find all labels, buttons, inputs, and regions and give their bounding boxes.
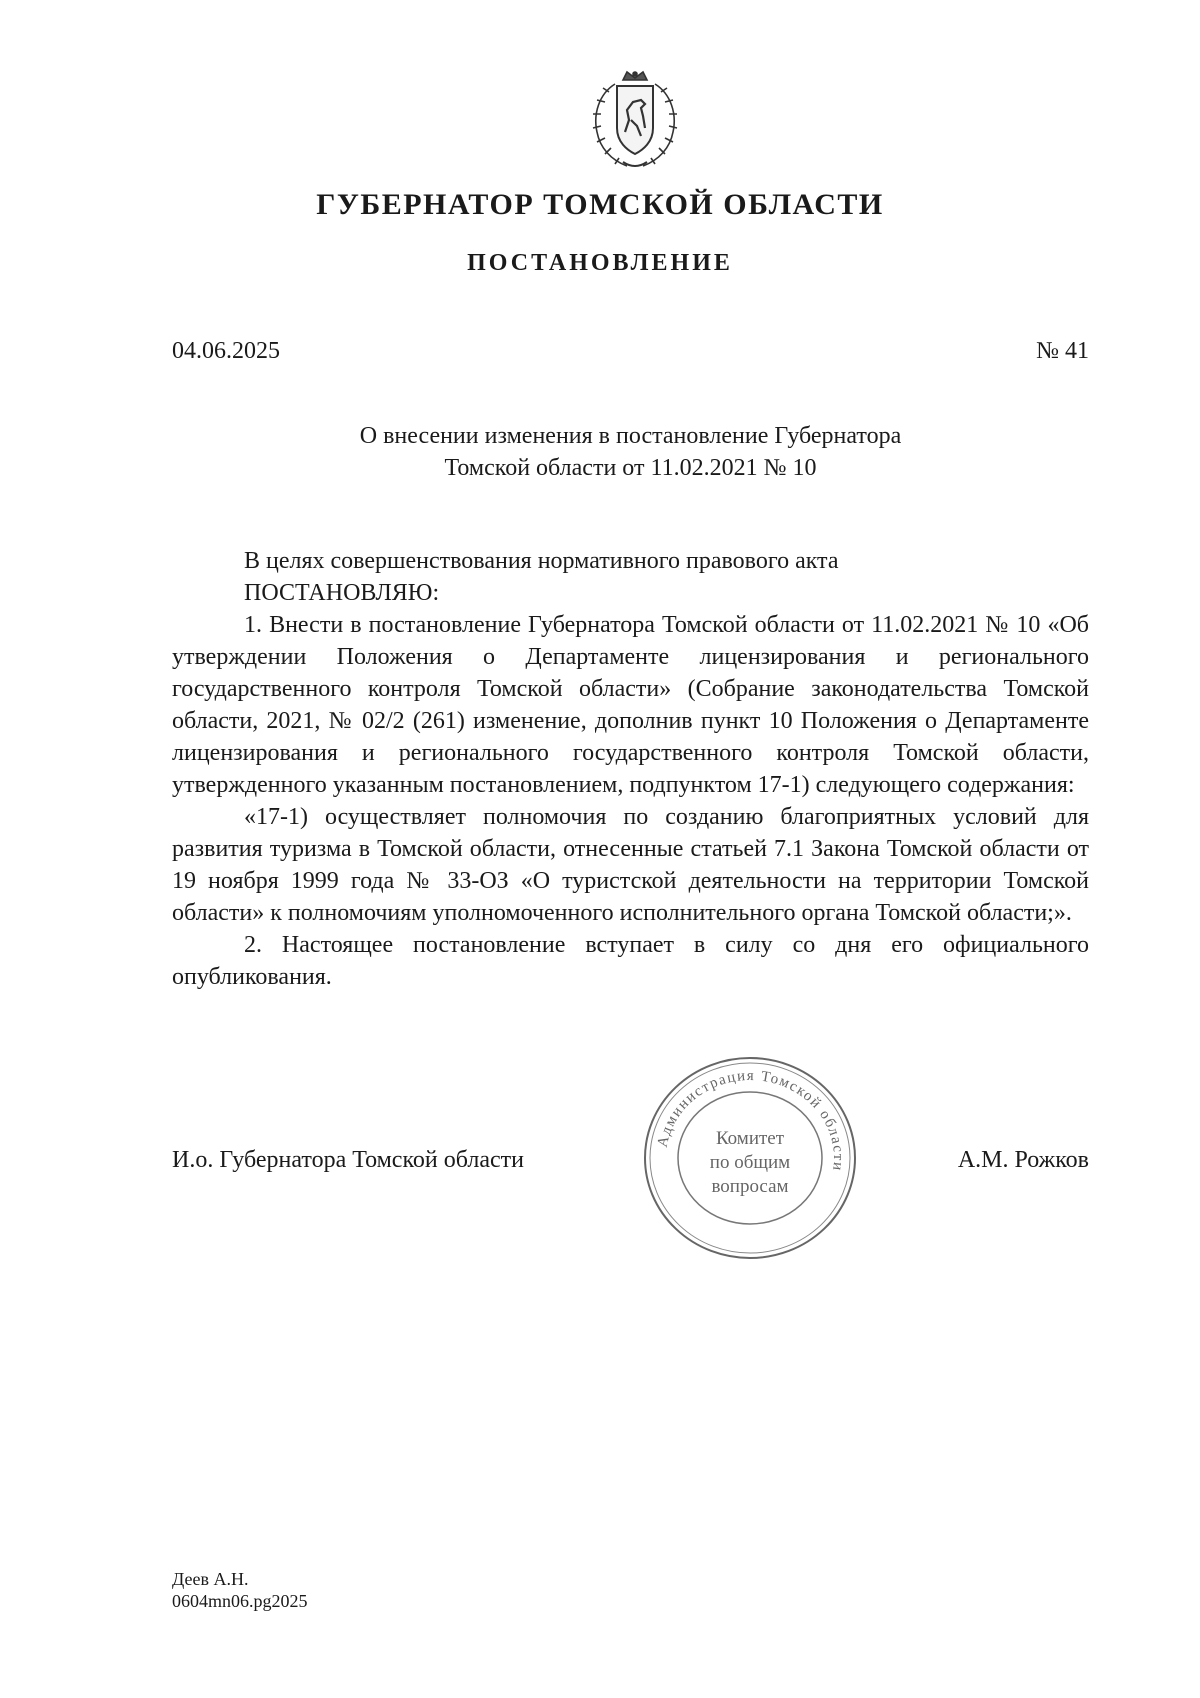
seal-line-2: по общим (709, 1152, 791, 1173)
footer-notes (172, 1568, 308, 1612)
subject-line-1: О внесении изменения в постановление Губернатора (359, 423, 902, 449)
file-code: 0604mn06.pg2025 (172, 1591, 308, 1611)
preamble-paragraph: В целях совершенствования нормативного правового акта (244, 548, 839, 574)
seal-line-3: вопросам (711, 1176, 789, 1197)
signatory-name: А.М. Рожков (957, 1147, 1089, 1173)
seal-line-1: Комитет (715, 1128, 785, 1149)
document-date: 04.06.2025 (172, 338, 280, 364)
document-number: № 41 (1036, 338, 1089, 364)
signatory-position: И.о. Губернатора Томской области (172, 1147, 524, 1173)
resolve-word: ПОСТАНОВЛЯЮ: (244, 580, 440, 606)
document-type: ПОСТАНОВЛЕНИЕ (467, 250, 733, 276)
clause-1-paragraph: 1. Внести в постановление Губернатора Томской области от 11.02.2021 № 10 «Об утверждении Положения о Департаменте лицензирования и регионального государственного контроля Томской области» (Собрание законодательства Томской области, 2021, № 02/2 (261) изменение, дополнив пункт 10 Положения о Департаменте лицензирования и регионального государственного контроля Томской области, утвержденного указанным постановлением, подпунктом 17-1) следующего содержания: (172, 612, 1089, 798)
seal-ring-text: Администрация Томской области (654, 1067, 847, 1173)
clause-2-paragraph: 2. Настоящее постановление вступает в силу со дня его официального опубликования. (172, 932, 1089, 990)
executor-name: Деев А.Н. (172, 1569, 249, 1589)
subclause-17-1-paragraph: «17-1) осуществляет полномочия по созданию благоприятных условий для развития туризма в Томской области, отнесенные статьей 7.1 Закона Томской области от 19 ноября 1999 года № 33-ОЗ «О туристской деятельности на территории Томской области» к полномочиям уполномоченного исполнительного органа Томской области;». (172, 804, 1089, 926)
official-seal (635, 1048, 865, 1268)
coat-of-arms-icon (585, 70, 685, 172)
subject-line-2: Томской области от 11.02.2021 № 10 (444, 455, 817, 481)
document-subject (172, 420, 1089, 484)
issuer-title: ГУБЕРНАТОР ТОМСКОЙ ОБЛАСТИ (316, 188, 884, 221)
document-body (172, 545, 1089, 993)
